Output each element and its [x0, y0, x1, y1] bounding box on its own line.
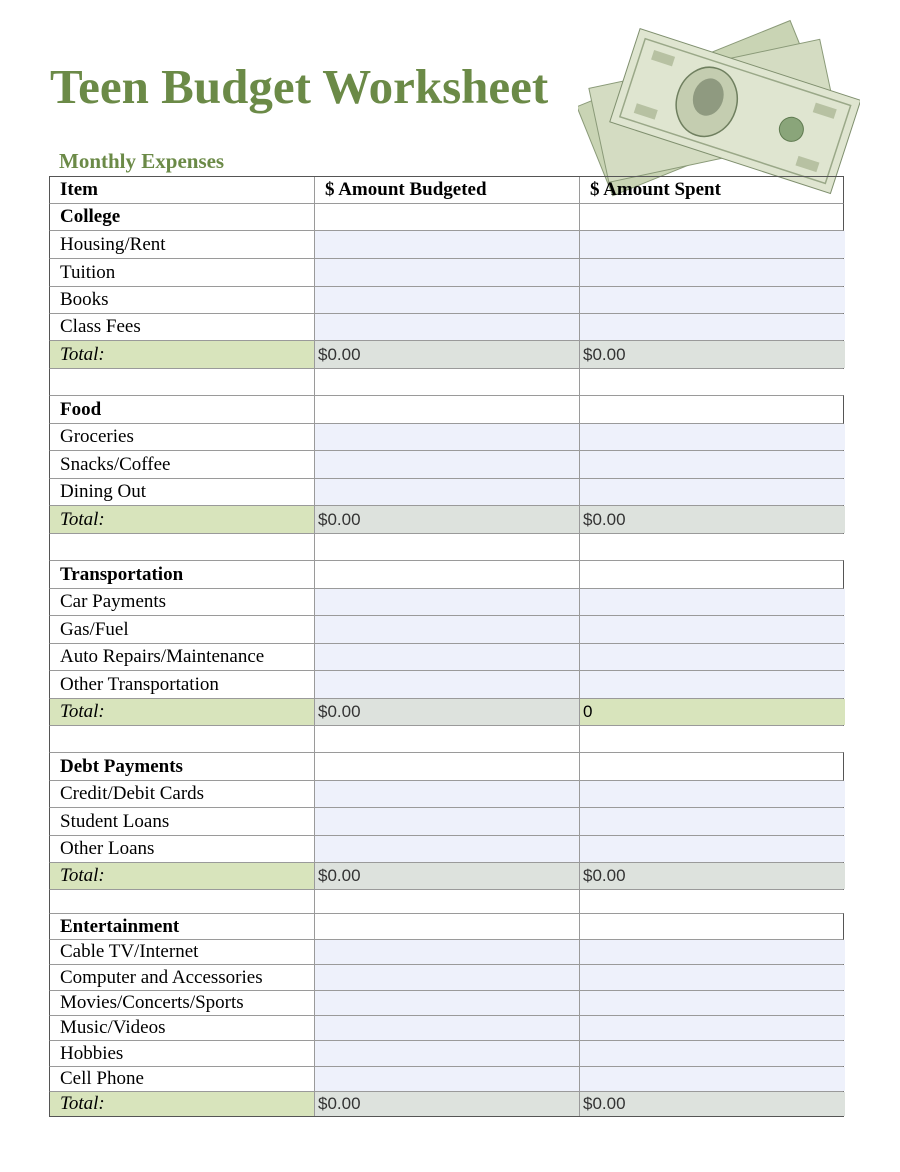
spent-input[interactable]: [580, 616, 845, 643]
page-title: Teen Budget Worksheet: [50, 59, 549, 114]
spent-cell[interactable]: [580, 396, 845, 423]
spacer-cell: [50, 726, 315, 752]
total-row-debt-payments: [49, 863, 844, 890]
table-row: [49, 836, 844, 863]
budget-input[interactable]: [315, 259, 580, 286]
table-row: [49, 671, 844, 699]
budget-input[interactable]: [315, 424, 580, 450]
table-header-row: [49, 176, 844, 204]
spent-input[interactable]: [580, 314, 845, 340]
table-row: [49, 1067, 844, 1092]
header-spent: $ Amount Spent: [590, 179, 721, 200]
category-row-debt-payments: [49, 753, 844, 781]
budget-input[interactable]: [315, 589, 580, 615]
table-row: [49, 808, 844, 836]
header-budgeted: $ Amount Budgeted: [315, 177, 580, 203]
table-row: [49, 781, 844, 808]
header-item: Item: [50, 177, 315, 203]
spent-total: $0.00: [580, 341, 845, 368]
spacer-cell: [50, 369, 315, 395]
table-row: [49, 287, 844, 314]
item-label: Credit/Debit Cards: [50, 781, 315, 807]
item-label: Snacks/Coffee: [50, 451, 315, 478]
budget-input[interactable]: [315, 1041, 580, 1066]
spacer-row: [49, 534, 844, 561]
spent-input[interactable]: [580, 836, 845, 862]
table-row: [49, 479, 844, 506]
item-label: Housing/Rent: [50, 231, 315, 258]
spent-cell[interactable]: [580, 561, 845, 588]
budget-input[interactable]: [315, 1067, 580, 1091]
table-row: [49, 1041, 844, 1067]
total-row-college: [49, 341, 844, 369]
spacer-cell: [315, 890, 580, 913]
table-row: [49, 991, 844, 1016]
spent-input[interactable]: [580, 644, 845, 670]
spent-total: $0.00: [580, 1092, 845, 1116]
table-row: [49, 1016, 844, 1041]
table-row: [49, 231, 844, 259]
spent-cell[interactable]: [580, 914, 845, 939]
item-label: Class Fees: [50, 314, 315, 340]
budget-cell[interactable]: [315, 561, 580, 588]
spent-input[interactable]: [580, 940, 845, 964]
budget-input[interactable]: [315, 479, 580, 505]
budget-input[interactable]: [315, 287, 580, 313]
total-label: Total:: [50, 1092, 315, 1116]
item-label: Cell Phone: [50, 1067, 315, 1091]
item-label: Groceries: [50, 424, 315, 450]
spacer-row: [49, 890, 844, 914]
budgeted-total: $0.00: [315, 506, 580, 533]
budgeted-total: $0.00: [315, 1092, 580, 1116]
table-row: [49, 940, 844, 965]
spacer-cell: [580, 890, 845, 913]
budget-input[interactable]: [315, 1016, 580, 1040]
budget-input[interactable]: [315, 231, 580, 258]
spent-total: $0.00: [580, 863, 845, 889]
category-label: Entertainment: [50, 914, 315, 939]
spent-input[interactable]: [580, 991, 845, 1015]
category-label: College: [50, 204, 315, 230]
item-label: Student Loans: [50, 808, 315, 835]
category-row-entertainment: [49, 914, 844, 940]
category-row-transportation: [49, 561, 844, 589]
total-row-transportation: [49, 699, 844, 726]
spent-input[interactable]: [580, 1067, 845, 1091]
total-label: Total:: [50, 341, 315, 368]
budget-input[interactable]: [315, 644, 580, 670]
spent-cell[interactable]: [580, 204, 845, 230]
budget-cell[interactable]: [315, 914, 580, 939]
budget-input[interactable]: [315, 671, 580, 698]
total-label: Total:: [50, 506, 315, 533]
spent-input[interactable]: [580, 259, 845, 286]
budget-input[interactable]: [315, 808, 580, 835]
budget-input[interactable]: [315, 616, 580, 643]
spacer-cell: [580, 369, 845, 395]
table-row: [49, 314, 844, 341]
budgeted-total: $0.00: [315, 341, 580, 368]
budget-table: [49, 176, 844, 1117]
item-label: Auto Repairs/Maintenance: [50, 644, 315, 670]
table-row: [49, 589, 844, 616]
item-label: Gas/Fuel: [50, 616, 315, 643]
item-label: Cable TV/Internet: [50, 940, 315, 964]
spacer-cell: [315, 534, 580, 560]
spent-total: $0.00: [580, 506, 845, 533]
spent-total: 0: [580, 699, 845, 725]
item-label: Hobbies: [50, 1041, 315, 1066]
budgeted-total: $0.00: [315, 699, 580, 725]
item-label: Books: [50, 287, 315, 313]
category-label: Debt Payments: [50, 753, 315, 780]
budget-input[interactable]: [315, 451, 580, 478]
spacer-row: [49, 369, 844, 396]
spent-input[interactable]: [580, 808, 845, 835]
category-label: Transportation: [50, 561, 315, 588]
spent-input[interactable]: [580, 671, 845, 698]
item-label: Other Loans: [50, 836, 315, 862]
spacer-cell: [580, 534, 845, 560]
budget-input[interactable]: [315, 991, 580, 1015]
category-row-food: [49, 396, 844, 424]
spacer-cell: [50, 534, 315, 560]
item-label: Other Transportation: [50, 671, 315, 698]
spent-input[interactable]: [580, 479, 845, 505]
section-subtitle: Monthly Expenses: [59, 149, 225, 173]
spent-input[interactable]: [580, 1041, 845, 1066]
spacer-cell: [315, 726, 580, 752]
total-label: Total:: [50, 699, 315, 725]
table-row: [49, 965, 844, 991]
budget-input[interactable]: [315, 836, 580, 862]
spent-input[interactable]: [580, 589, 845, 615]
table-row: [49, 259, 844, 287]
spent-input[interactable]: [580, 1016, 845, 1040]
budget-input[interactable]: [315, 965, 580, 990]
spent-input[interactable]: [580, 451, 845, 478]
item-label: Computer and Accessories: [50, 965, 315, 990]
spacer-row: [49, 726, 844, 753]
item-label: Movies/Concerts/Sports: [50, 991, 315, 1015]
budget-cell[interactable]: [315, 396, 580, 423]
spent-input[interactable]: [580, 965, 845, 990]
spent-cell[interactable]: [580, 753, 845, 780]
table-row: [49, 644, 844, 671]
total-row-food: [49, 506, 844, 534]
item-label: Tuition: [50, 259, 315, 286]
spent-input[interactable]: [580, 287, 845, 313]
spent-input[interactable]: [580, 231, 845, 258]
category-row-college: [49, 204, 844, 231]
budget-input[interactable]: [315, 314, 580, 340]
budget-cell[interactable]: [315, 204, 580, 230]
budget-input[interactable]: [315, 940, 580, 964]
item-label: Dining Out: [50, 479, 315, 505]
budget-cell[interactable]: [315, 753, 580, 780]
spent-input[interactable]: [580, 781, 845, 807]
total-label: Total:: [50, 863, 315, 889]
spacer-cell: [50, 890, 315, 913]
money-stack-icon: [578, 14, 860, 202]
table-row: [49, 451, 844, 479]
spacer-cell: [315, 369, 580, 395]
item-label: Music/Videos: [50, 1016, 315, 1040]
table-row: [49, 424, 844, 451]
spacer-cell: [580, 726, 845, 752]
budget-input[interactable]: [315, 781, 580, 807]
item-label: Car Payments: [50, 589, 315, 615]
spent-input[interactable]: [580, 424, 845, 450]
budgeted-total: $0.00: [315, 863, 580, 889]
category-label: Food: [50, 396, 315, 423]
total-row-entertainment: [49, 1092, 844, 1117]
table-row: [49, 616, 844, 644]
